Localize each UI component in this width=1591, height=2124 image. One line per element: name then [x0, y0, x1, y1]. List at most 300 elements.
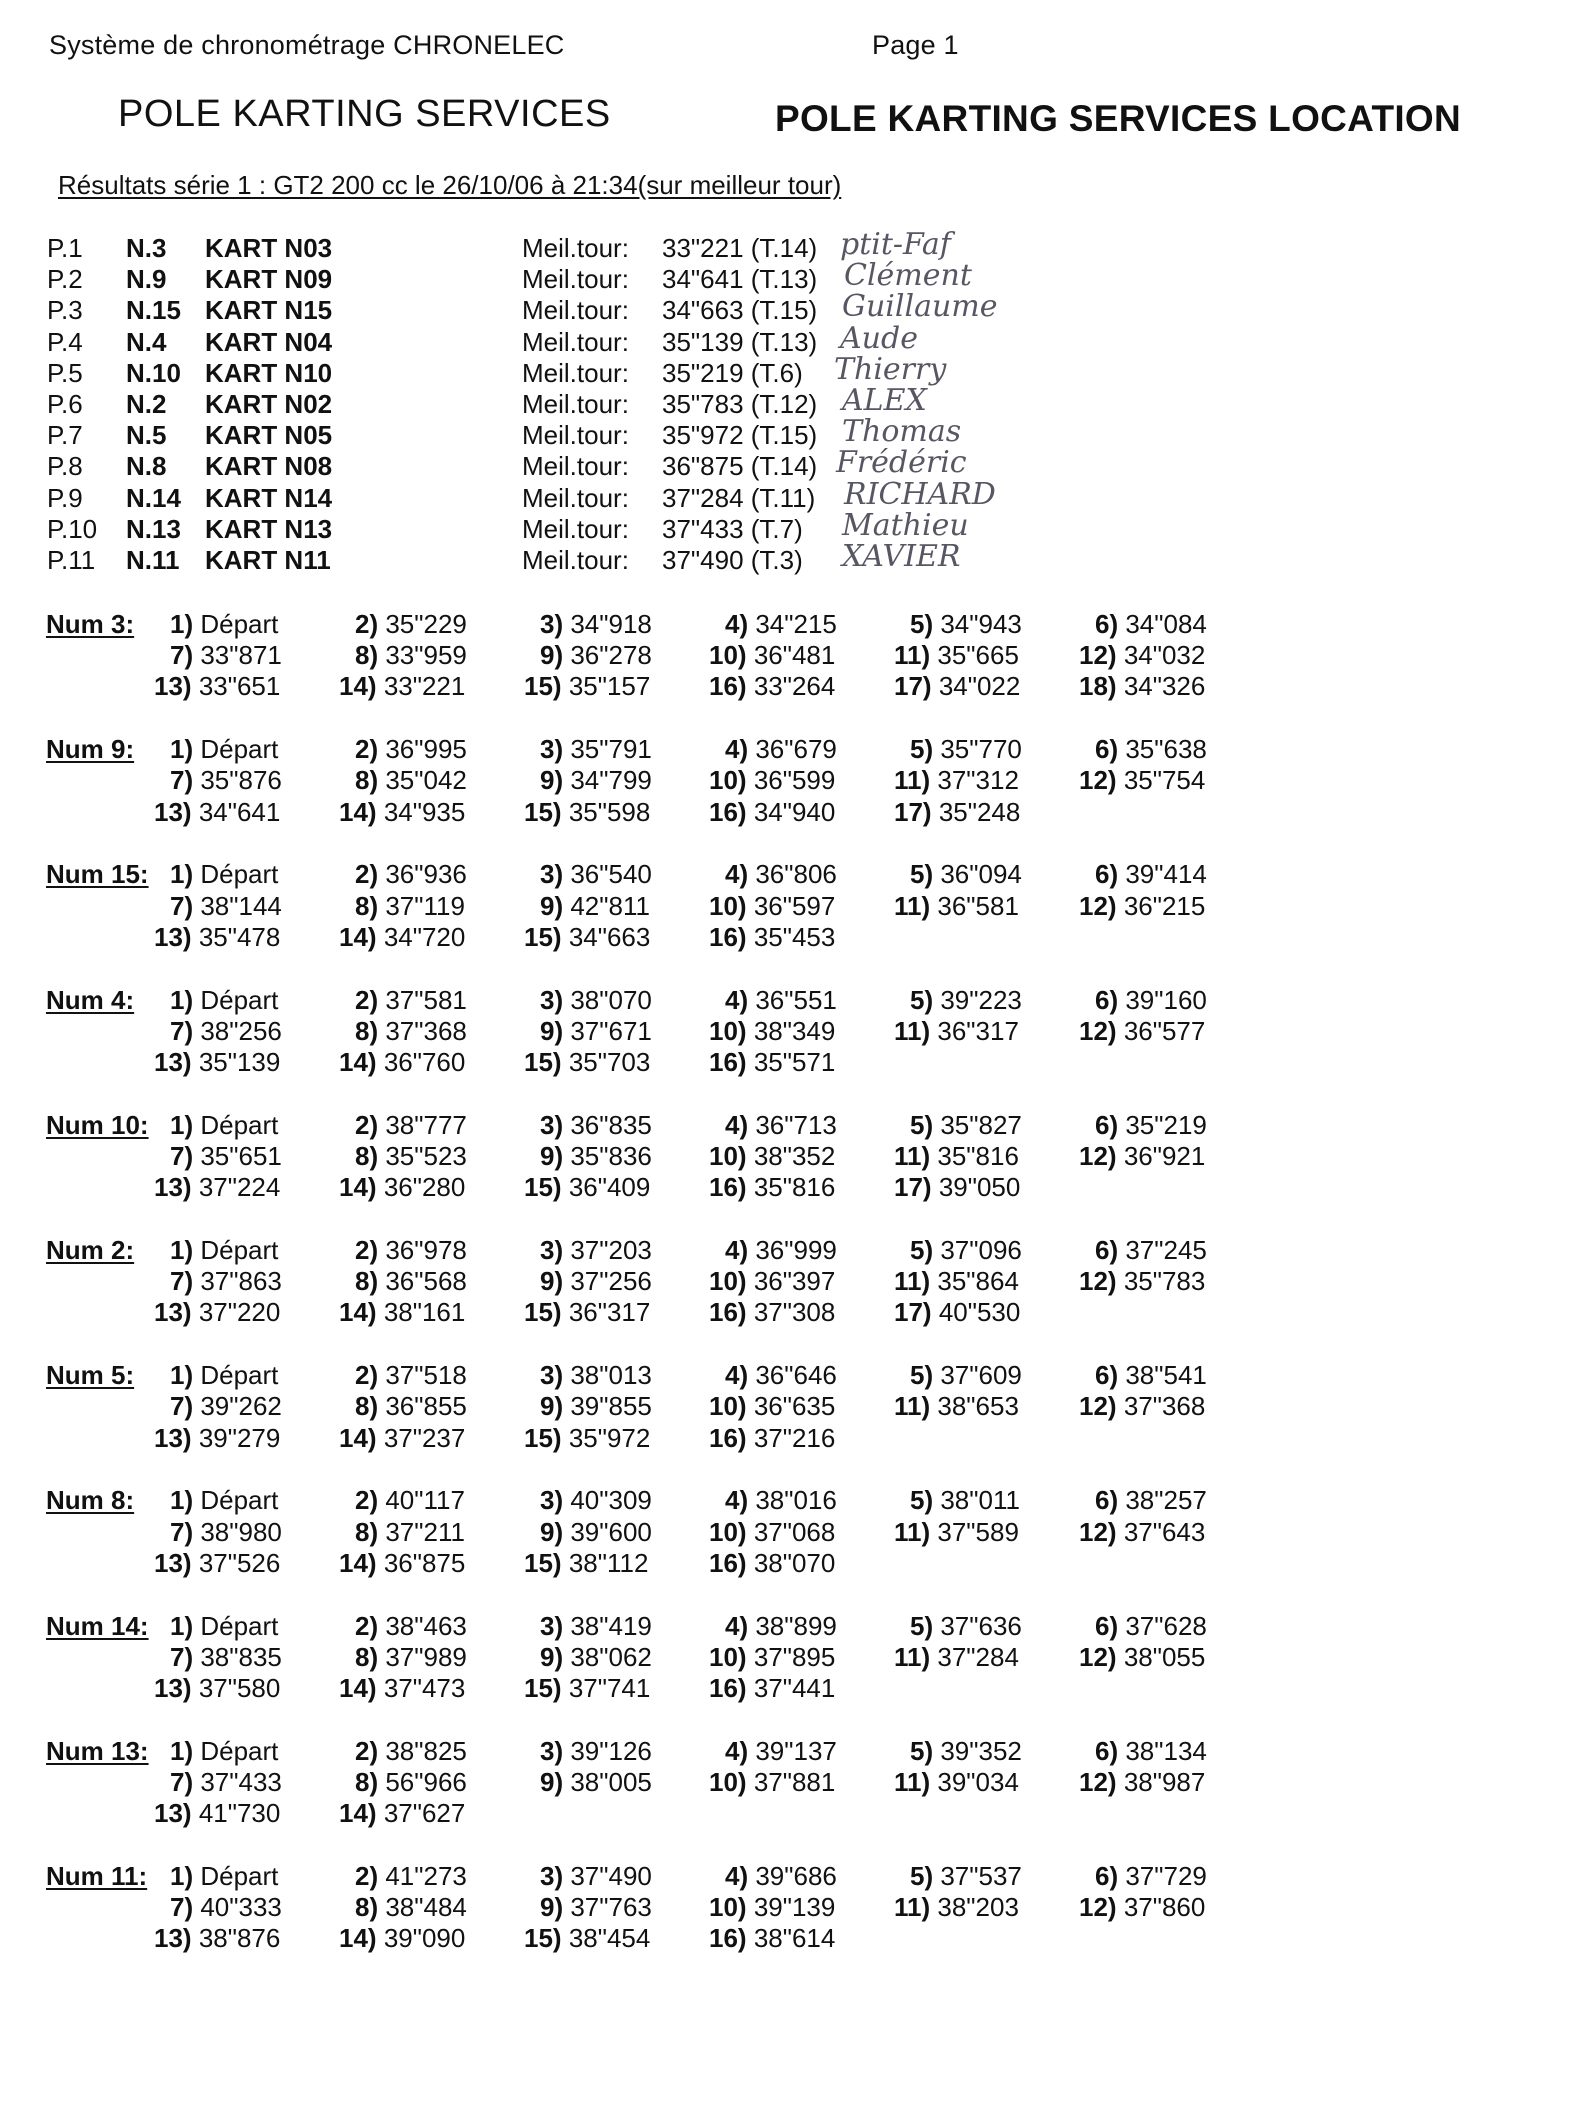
lap-time: 35"523 — [385, 1141, 467, 1171]
lap-entry — [1095, 609, 1207, 640]
lap-time: 38"055 — [1123, 1641, 1206, 1672]
lap-time: 37"741 — [568, 1673, 651, 1703]
lap-number: 10) — [709, 1516, 754, 1547]
lap-entry — [355, 1517, 465, 1548]
lap-number: 16) — [709, 796, 754, 827]
lap-number: 12) — [1079, 890, 1124, 921]
lap-entry — [725, 1235, 837, 1266]
best-lap-label: Meil.tour: — [522, 264, 629, 295]
lap-entry — [540, 765, 652, 796]
lap-entry — [339, 922, 465, 953]
lap-number: 13) — [154, 671, 199, 702]
best-lap-label: Meil.tour: — [522, 513, 629, 544]
lap-entry — [709, 1047, 835, 1078]
lap-entry — [339, 797, 465, 828]
lap-entry — [910, 1736, 1022, 1767]
lap-time: 37"308 — [753, 1297, 836, 1328]
lap-entry — [725, 985, 837, 1016]
lap-entry — [709, 1642, 835, 1673]
lap-number: 12) — [1079, 1141, 1124, 1171]
lap-time: 39"686 — [755, 1861, 837, 1891]
lap-time: 35"638 — [1125, 734, 1207, 765]
lap-entry — [540, 985, 652, 1016]
lap-number: 14) — [339, 1047, 384, 1077]
kart-number: N.9 — [126, 264, 167, 295]
lap-time: 36"855 — [385, 1391, 467, 1422]
results-subtitle: Résultats série 1 : GT2 200 cc le 26/10/06 à 21:34(sur meilleur tour) — [58, 170, 842, 200]
lap-entry — [1079, 640, 1205, 671]
lap-entry — [154, 1297, 280, 1328]
lap-time: 37"441 — [753, 1673, 836, 1703]
kart-laps-label: Num 14: — [46, 1610, 149, 1641]
lap-entry — [339, 1798, 465, 1829]
handwritten-driver-name: Thomas — [842, 414, 962, 450]
lap-time: 35"598 — [568, 796, 651, 827]
lap-number: 7) — [170, 1892, 201, 1923]
lap-entry — [524, 1923, 650, 1954]
lap-time: 37"211 — [385, 1516, 465, 1547]
lap-entry — [339, 1548, 465, 1579]
lap-time: 35"248 — [938, 796, 1021, 827]
lap-time: 39"600 — [570, 1516, 652, 1547]
lap-entry — [339, 1297, 465, 1328]
kart-name: KART N09 — [205, 264, 333, 295]
lap-entry — [1079, 1266, 1205, 1297]
lap-time: 34"940 — [753, 796, 836, 827]
lap-number: 11) — [894, 1767, 938, 1797]
lap-number: 13) — [154, 1297, 199, 1328]
lap-number: 7) — [170, 1516, 201, 1547]
lap-entry — [709, 1548, 835, 1579]
best-lap-label: Meil.tour: — [522, 233, 629, 263]
lap-time: 36"875 — [383, 1547, 466, 1578]
lap-entry — [894, 1266, 1019, 1297]
lap-time: 37"368 — [385, 1015, 467, 1046]
lap-entry — [355, 609, 467, 640]
lap-number: 11) — [894, 640, 938, 671]
lap-time: 35"219 — [1125, 1109, 1207, 1140]
kart-name: KART N05 — [205, 420, 333, 451]
lap-time: 37"518 — [385, 1360, 467, 1391]
lap-entry — [540, 891, 650, 922]
lap-number: 13) — [154, 1172, 199, 1203]
kart-laps-label: Num 2: — [46, 1235, 135, 1265]
lap-number: 12) — [1079, 1391, 1124, 1422]
lap-time: 36"540 — [570, 859, 652, 890]
best-lap-label: Meil.tour: — [522, 389, 629, 419]
lap-number: 18) — [1079, 671, 1124, 702]
lap-number: 14) — [339, 1923, 384, 1954]
lap-time: 41"730 — [198, 1798, 281, 1829]
best-lap-time: 35"139 (T.13) — [662, 326, 818, 357]
lap-entry — [894, 1016, 1019, 1047]
lap-time: 35"571 — [753, 1047, 836, 1077]
lap-time: 33"221 — [383, 671, 466, 702]
lap-number: 6) — [1095, 1235, 1126, 1265]
lap-entry — [355, 1611, 467, 1642]
kart-laps-label: Num 8: — [46, 1485, 135, 1516]
lap-number: 16) — [709, 1422, 754, 1453]
lap-entry — [1095, 1736, 1207, 1767]
lap-time: 33"959 — [385, 640, 467, 671]
lap-entry — [524, 1297, 650, 1328]
lap-number: 4) — [725, 1235, 756, 1265]
lap-number: 17) — [894, 796, 939, 827]
lap-number: 1) — [170, 1735, 201, 1766]
lap-entry — [894, 1172, 1020, 1203]
lap-time: 35"972 — [568, 1422, 651, 1453]
lap-time: 35"783 — [1123, 1266, 1206, 1297]
lap-number: 10) — [709, 1892, 754, 1923]
best-lap-time: 35"219 (T.6) — [662, 357, 803, 388]
lap-number: 12) — [1079, 1892, 1124, 1923]
lap-entry — [709, 1391, 835, 1422]
lap-entry — [725, 1110, 837, 1141]
lap-number: 13) — [154, 921, 199, 952]
lap-number: 13) — [154, 1547, 199, 1578]
handwritten-driver-name: Thierry — [834, 351, 947, 387]
lap-entry — [709, 640, 835, 671]
rank-position: P.8 — [47, 451, 83, 482]
lap-number: 8) — [355, 1266, 386, 1297]
lap-entry — [910, 985, 1022, 1016]
lap-number: 1) — [170, 984, 201, 1015]
lap-entry — [355, 891, 465, 922]
lap-number: 5) — [910, 1610, 941, 1641]
best-lap-time: 35"972 (T.15) — [662, 420, 818, 451]
kart-name: KART N08 — [205, 451, 333, 482]
lap-number: 4) — [725, 734, 756, 765]
lap-entry — [524, 1047, 650, 1078]
kart-name: KART N14 — [205, 482, 333, 513]
lap-number: 6) — [1095, 1360, 1126, 1391]
best-lap-time: 34"663 (T.15) — [662, 295, 818, 326]
lap-number: 14) — [339, 1547, 384, 1578]
page-number: Page 1 — [872, 30, 959, 60]
lap-entry — [709, 1892, 835, 1923]
lap-number: 16) — [709, 1297, 754, 1328]
lap-entry — [1079, 1642, 1205, 1673]
lap-time: Départ — [200, 1360, 279, 1391]
lap-number: 9) — [540, 1266, 571, 1297]
lap-entry — [170, 1391, 282, 1422]
rank-position: P.5 — [47, 357, 83, 388]
lap-entry — [540, 1110, 652, 1141]
lap-entry — [894, 1141, 1019, 1172]
kart-number: N.4 — [126, 326, 167, 357]
lap-time: Départ — [200, 1735, 279, 1766]
lap-time: 39"414 — [1125, 859, 1207, 890]
lap-time: 35"229 — [385, 609, 467, 639]
lap-number: 5) — [910, 859, 941, 890]
lap-entry — [355, 1736, 467, 1767]
kart-number: N.14 — [126, 482, 181, 513]
lap-entry — [154, 1172, 280, 1203]
kart-number: N.3 — [126, 233, 167, 263]
lap-time: 38"256 — [200, 1015, 282, 1046]
lap-time: 35"453 — [753, 921, 836, 952]
lap-entry — [709, 922, 835, 953]
kart-laps-label: Num 3: — [46, 609, 135, 639]
kart-laps-label: Num 11: — [46, 1861, 148, 1891]
lap-time: Départ — [200, 859, 279, 890]
lap-time: 36"280 — [383, 1172, 466, 1203]
lap-entry — [1079, 1517, 1205, 1548]
lap-number: 9) — [540, 1141, 571, 1171]
lap-entry — [709, 1297, 835, 1328]
lap-entry — [170, 1360, 278, 1391]
lap-entry — [709, 1923, 835, 1954]
lap-number: 4) — [725, 859, 756, 890]
lap-number: 13) — [154, 1798, 199, 1829]
lap-time: 37"881 — [753, 1767, 836, 1797]
lap-time: 37"068 — [753, 1516, 836, 1547]
lap-time: 37"526 — [198, 1547, 281, 1578]
lap-number: 5) — [910, 1485, 941, 1516]
lap-number: 6) — [1095, 984, 1126, 1015]
kart-name: KART N11 — [205, 545, 331, 575]
lap-number: 16) — [709, 1547, 754, 1578]
lap-time: 37"643 — [1123, 1516, 1206, 1547]
lap-entry — [540, 1736, 652, 1767]
lap-time: 37"989 — [385, 1641, 467, 1672]
lap-number: 4) — [725, 1109, 756, 1140]
lap-number: 12) — [1079, 640, 1124, 671]
lap-entry — [725, 1360, 837, 1391]
lap-number: 3) — [540, 734, 571, 765]
lap-entry — [170, 1611, 278, 1642]
lap-entry — [1095, 734, 1207, 765]
lap-time: 37"473 — [383, 1673, 466, 1703]
lap-time: 35"864 — [937, 1266, 1019, 1297]
lap-number: 14) — [339, 1673, 384, 1703]
lap-entry — [170, 1767, 282, 1798]
rank-position: P.7 — [47, 420, 83, 451]
lap-number: 2) — [355, 1109, 386, 1140]
lap-time: 37"284 — [937, 1641, 1019, 1672]
lap-time: 38"011 — [940, 1485, 1020, 1516]
lap-time: 36"094 — [940, 859, 1022, 890]
rank-position: P.6 — [47, 389, 83, 419]
lap-entry — [894, 1391, 1019, 1422]
lap-number: 1) — [170, 859, 201, 890]
lap-entry — [1079, 1767, 1205, 1798]
lap-number: 10) — [709, 1141, 754, 1171]
lap-number: 11) — [894, 1266, 938, 1297]
lap-number: 2) — [355, 1235, 386, 1265]
lap-number: 10) — [709, 1266, 754, 1297]
lap-number: 16) — [709, 671, 754, 702]
best-lap-label: Meil.tour: — [522, 357, 629, 388]
lap-time: 40"530 — [938, 1297, 1021, 1328]
lap-entry — [339, 1172, 465, 1203]
lap-time: 39"352 — [940, 1735, 1022, 1766]
lap-number: 16) — [709, 1673, 754, 1703]
lap-entry — [894, 1892, 1019, 1923]
lap-number: 15) — [524, 1297, 569, 1328]
lap-time: 38"005 — [570, 1767, 652, 1797]
best-lap-time: 34"641 (T.13) — [662, 264, 818, 295]
lap-entry — [355, 1141, 467, 1172]
lap-number: 8) — [355, 1767, 386, 1797]
lap-time: 35"042 — [385, 765, 467, 796]
lap-time: 35"754 — [1123, 765, 1206, 796]
lap-time: 38"463 — [385, 1610, 467, 1641]
lap-entry — [725, 1611, 837, 1642]
lap-time: 56"966 — [385, 1767, 467, 1797]
lap-time: 37"312 — [937, 765, 1019, 796]
lap-time: 38"419 — [570, 1610, 652, 1641]
lap-number: 7) — [170, 1391, 201, 1422]
lap-entry — [339, 1673, 465, 1704]
lap-time: 37"729 — [1125, 1861, 1207, 1891]
lap-entry — [709, 1141, 835, 1172]
lap-entry — [709, 1423, 835, 1454]
lap-entry — [709, 765, 835, 796]
rank-position: P.11 — [47, 545, 96, 575]
lap-number: 17) — [894, 671, 939, 702]
lap-number: 6) — [1095, 609, 1126, 639]
lap-time: 37"256 — [570, 1266, 652, 1297]
lap-entry — [1079, 1892, 1205, 1923]
lap-number: 7) — [170, 765, 201, 796]
lap-entry — [709, 1016, 835, 1047]
lap-number: 4) — [725, 984, 756, 1015]
handwritten-driver-name: XAVIER — [842, 539, 961, 574]
lap-entry — [524, 1548, 648, 1579]
lap-entry — [540, 1892, 652, 1923]
lap-entry — [355, 765, 467, 796]
lap-entry — [725, 609, 837, 640]
lap-number: 13) — [154, 1923, 199, 1954]
lap-time: 39"137 — [755, 1735, 837, 1766]
lap-entry — [154, 1047, 280, 1078]
lap-number: 1) — [170, 1360, 201, 1391]
lap-entry — [170, 1266, 282, 1297]
kart-laps-label: Num 9: — [46, 734, 135, 765]
lap-number: 6) — [1095, 1735, 1126, 1766]
lap-time: 38"161 — [383, 1297, 466, 1328]
kart-name: KART N02 — [205, 389, 333, 419]
lap-time: 35"836 — [570, 1141, 652, 1171]
lap-number: 3) — [540, 859, 571, 890]
lap-time: 38"070 — [570, 984, 652, 1015]
lap-time: 38"070 — [753, 1547, 836, 1578]
best-lap-label: Meil.tour: — [522, 295, 629, 326]
lap-number: 16) — [709, 1172, 754, 1203]
lap-time: 36"978 — [385, 1235, 467, 1265]
lap-entry — [910, 1110, 1022, 1141]
lap-entry — [709, 891, 835, 922]
lap-entry — [910, 1360, 1022, 1391]
lap-entry — [154, 1548, 280, 1579]
rank-position: P.2 — [47, 264, 83, 295]
lap-entry — [355, 1642, 467, 1673]
lap-time: 37"224 — [198, 1172, 281, 1203]
lap-entry — [355, 1266, 467, 1297]
lap-time: 35"139 — [198, 1047, 281, 1077]
lap-entry — [154, 1423, 280, 1454]
lap-time: 37"636 — [940, 1610, 1022, 1641]
lap-time: 36"581 — [937, 890, 1019, 921]
lap-entry — [524, 1172, 650, 1203]
lap-time: 36"317 — [937, 1015, 1019, 1046]
best-lap-time: 33"221 (T.14) — [662, 233, 818, 263]
lap-number: 6) — [1095, 734, 1126, 765]
lap-time: 39"126 — [570, 1735, 652, 1766]
lap-entry — [894, 797, 1020, 828]
lap-number: 15) — [524, 671, 569, 702]
lap-time: 35"770 — [940, 734, 1022, 765]
lap-entry — [725, 1861, 837, 1892]
lap-entry — [170, 1736, 278, 1767]
lap-time: 40"117 — [385, 1485, 465, 1516]
lap-entry — [540, 859, 652, 890]
lap-time: 39"090 — [383, 1923, 466, 1954]
lap-time: 37"627 — [383, 1798, 466, 1829]
handwritten-driver-name: Guillaume — [842, 289, 998, 325]
lap-number: 11) — [894, 1641, 938, 1672]
lap-number: 14) — [339, 1172, 384, 1203]
lap-number: 11) — [894, 1516, 938, 1547]
lap-number: 3) — [540, 984, 571, 1015]
lap-number: 13) — [154, 1422, 199, 1453]
lap-number: 3) — [540, 1861, 571, 1891]
lap-number: 10) — [709, 1767, 754, 1797]
lap-entry — [170, 1110, 278, 1141]
lap-number: 17) — [894, 1172, 939, 1203]
lap-number: 5) — [910, 609, 941, 639]
lap-time: Départ — [200, 734, 279, 765]
lap-entry — [540, 1016, 652, 1047]
lap-time: 36"835 — [570, 1109, 652, 1140]
lap-time: 39"855 — [570, 1391, 652, 1422]
best-lap-label: Meil.tour: — [522, 420, 629, 451]
lap-time: 37"119 — [385, 890, 465, 921]
lap-entry — [540, 1611, 652, 1642]
lap-entry — [355, 1360, 467, 1391]
lap-number: 12) — [1079, 1266, 1124, 1297]
lap-time: 36"597 — [753, 890, 836, 921]
lap-time: 38"203 — [937, 1892, 1019, 1923]
lap-entry — [355, 1235, 467, 1266]
best-lap-time: 35"783 (T.12) — [662, 389, 818, 419]
best-lap-label: Meil.tour: — [522, 451, 629, 482]
lap-entry — [1079, 765, 1205, 796]
lap-number: 12) — [1079, 1516, 1124, 1547]
lap-number: 14) — [339, 1798, 384, 1829]
kart-name: KART N03 — [205, 233, 333, 263]
lap-number: 12) — [1079, 765, 1124, 796]
lap-number: 4) — [725, 609, 756, 639]
lap-entry — [355, 1110, 467, 1141]
rank-position: P.3 — [47, 295, 83, 326]
lap-time: 33"651 — [198, 671, 281, 702]
lap-entry — [540, 734, 652, 765]
lap-time: 38"614 — [753, 1923, 836, 1954]
lap-time: 38"653 — [937, 1391, 1019, 1422]
lap-time: 36"936 — [385, 859, 467, 890]
lap-time: 34"641 — [198, 796, 281, 827]
lap-number: 14) — [339, 921, 384, 952]
lap-number: 5) — [910, 1235, 941, 1265]
kart-laps-label: Num 13: — [46, 1735, 149, 1766]
lap-entry — [1095, 1611, 1207, 1642]
lap-number: 5) — [910, 1360, 941, 1391]
lap-time: 34"032 — [1123, 640, 1206, 671]
best-lap-label: Meil.tour: — [522, 326, 629, 357]
lap-time: 34"799 — [570, 765, 652, 796]
